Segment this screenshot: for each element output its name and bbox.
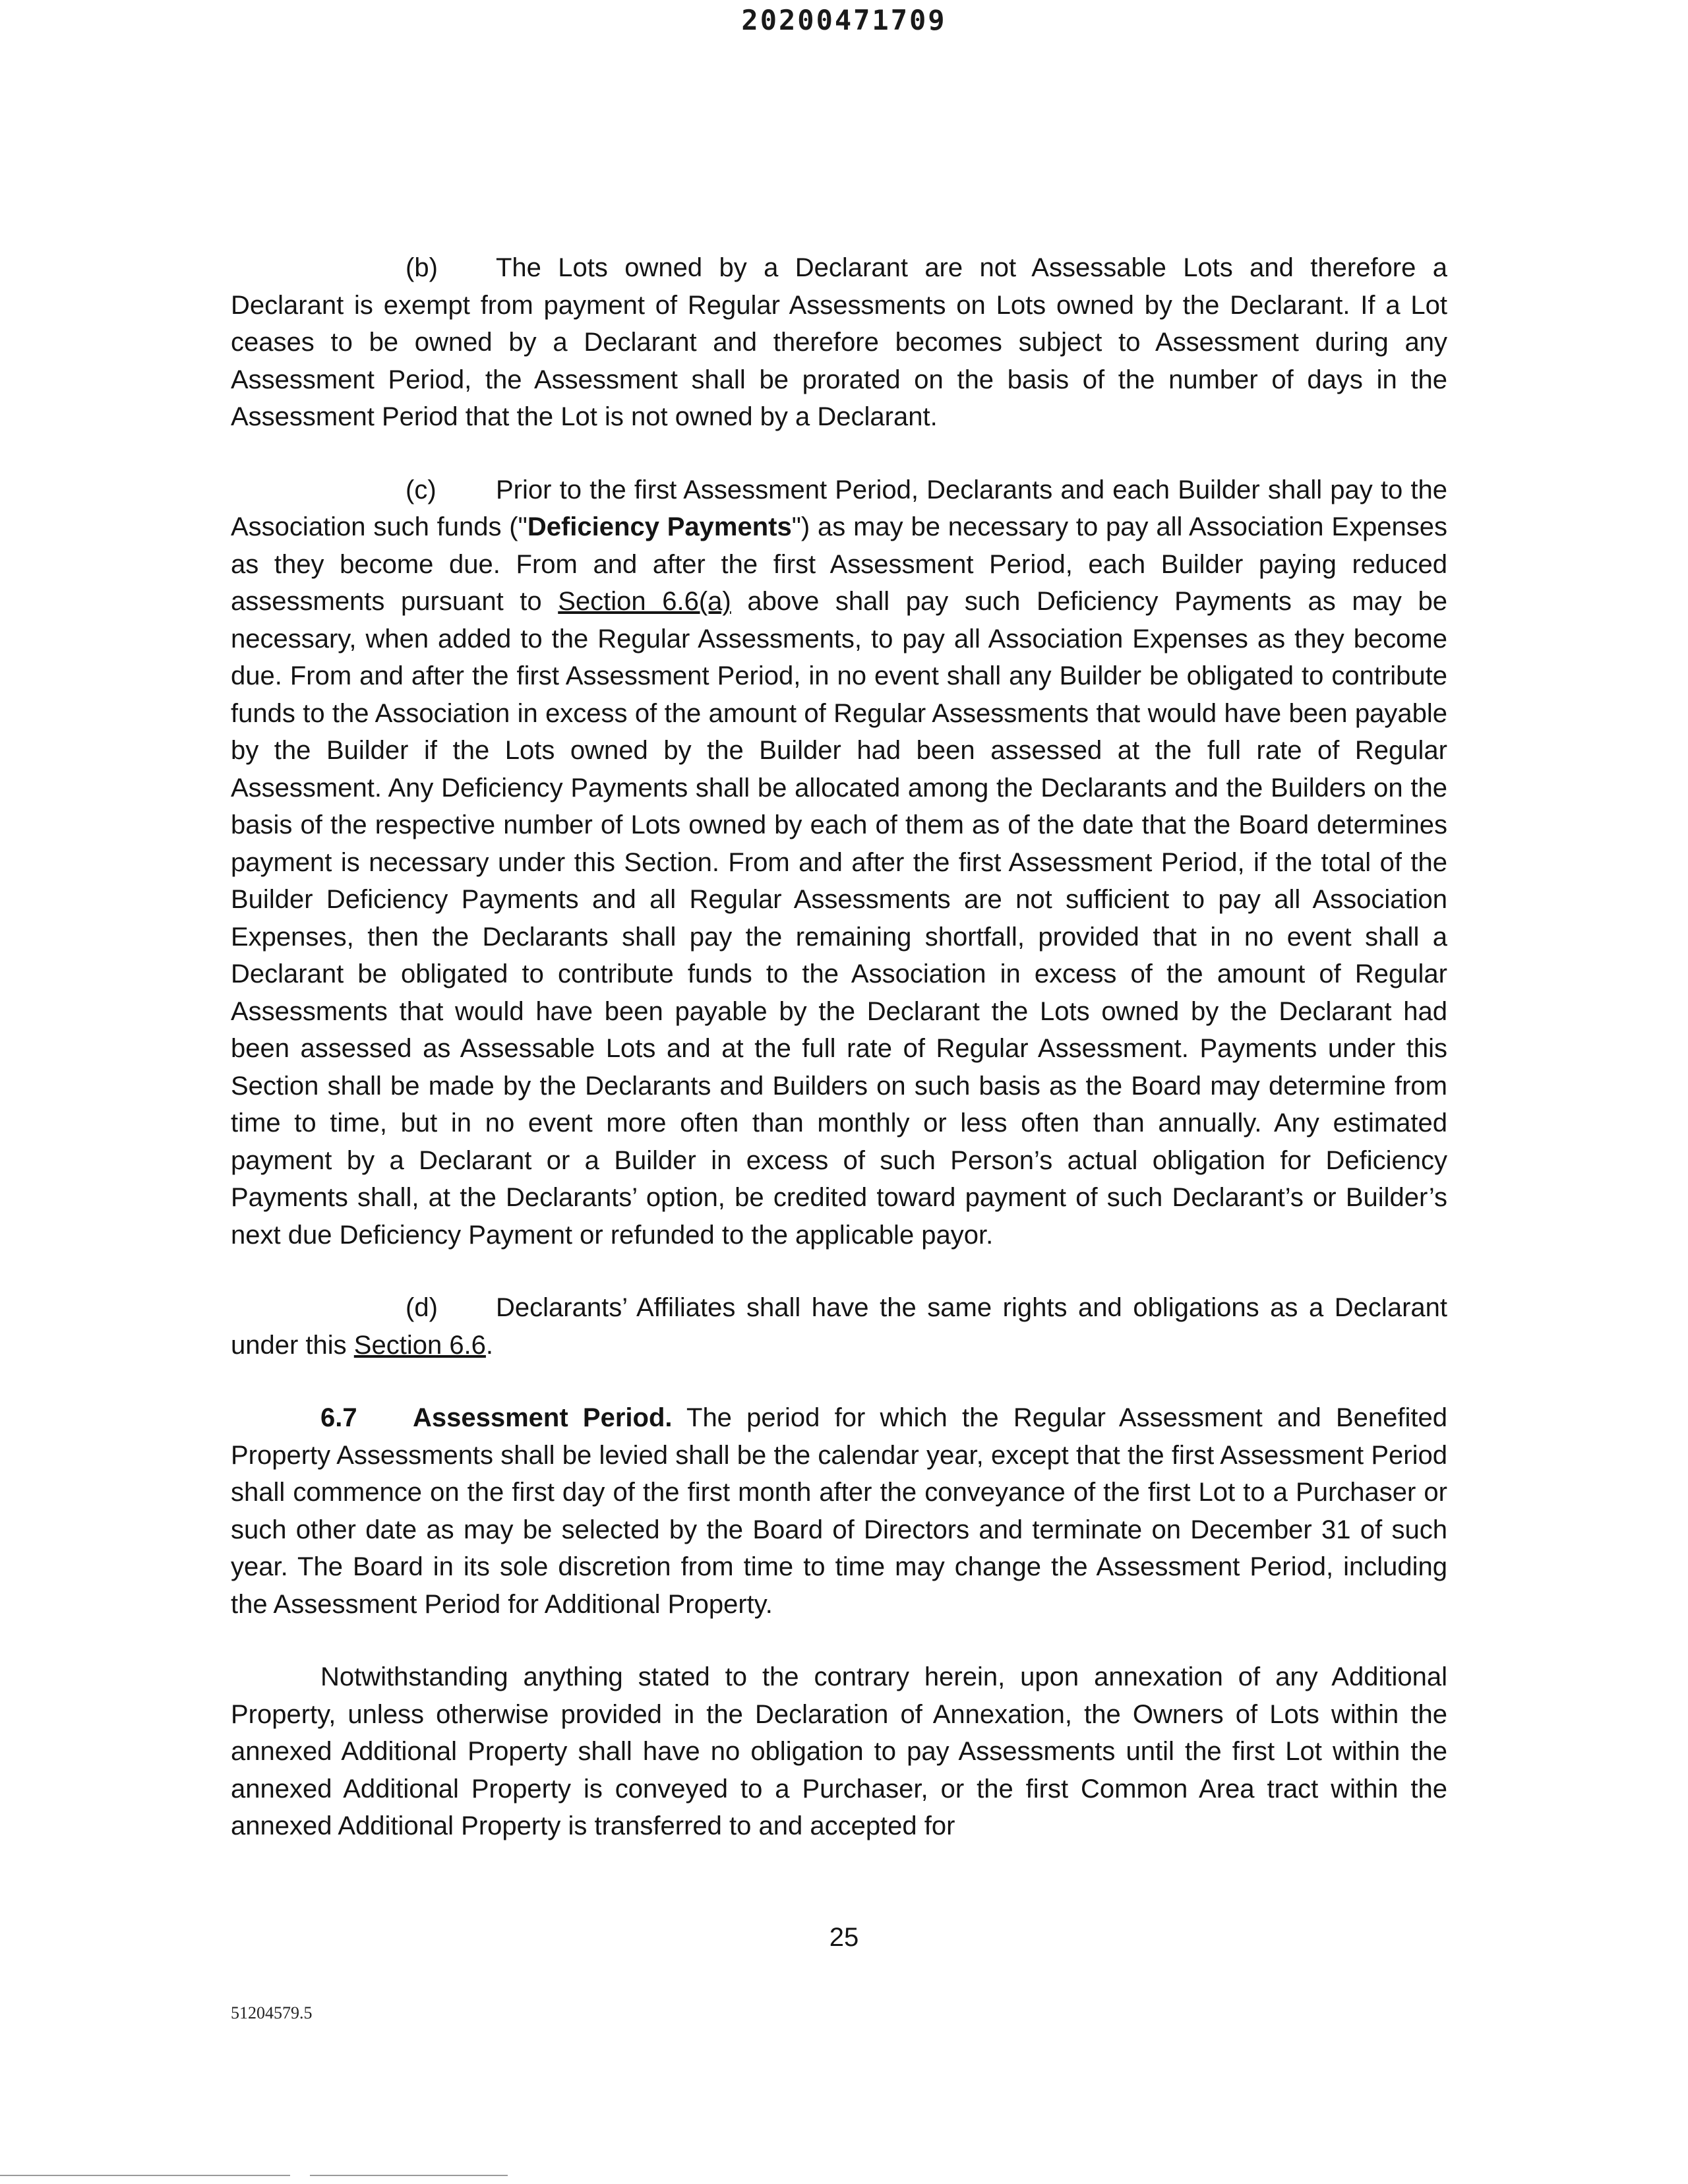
paragraph-d-text-1: Declarants’ Affiliates shall have the same rights and obligations as a Declarant under this [231,1293,1447,1360]
paragraph-c-text-3: above shall pay such Deficiency Payments as may be necessary, when added to the Regular Assessments, to pay all Association Expenses as they become due. From and after the first Assessment Period, in no event shall any Builder be obligated to contribute funds to the Association in excess of the amount of Regular Assessments that would have been payable by the Builder if the Lots owned by the Builder had been assessed at the full rate of Regular Assessment. Any Deficiency Payments shall be allocated among the Declarants and the Builders on the basis of the respective number of Lots owned by each of them as of the date that the Board determines payment is necessary under this Section. From and after the first Assessment Period, if the total of the Builder Deficiency Payments and all Regular Assessments are not sufficient to pay all Association Expenses, then the Declarants shall pay the remaining shortfall, provided that in no event shall a Declarant be obligated to contribute funds to the Association in excess of the amount of Regular Assessments that would have been payable by the Declarant the Lots owned by the Declarant had been assessed as Assessable Lots and at the full rate of Regular Assessment. Payments under this Section shall be made by the Declarants and Builders on such basis as the Board may determine from time to time, but in no event more often than monthly or less often than annually. Any estimated payment by a Declarant or a Builder in excess of such Person’s actual obligation for Deficiency Payments shall, at the Declarants’ option, be credited toward payment of such Declarant’s or Builder’s next due Deficiency Payment or refunded to the applicable payor. [231,587,1448,1250]
paragraph-c-label: (c) [406,475,437,504]
section-6-6-reference: Section 6.6 [353,1330,486,1360]
paragraph-b-label: (b) [406,253,438,282]
paragraph-b-text: The Lots owned by a Declarant are not Assessable Lots and therefore a Declarant is exempt from payment of Regular Assessments on Lots owned by the Declarant. If a Lot ceases to be owned by a Declarant and therefore becomes subject to Assessment during any Assessment Period, the Assessment shall be prorated on the basis of the number of days in the Assessment Period that the Lot is not owned by a Declarant. [231,253,1447,431]
paragraph-d [231,1289,1447,1364]
recording-number: 20200471709 [741,4,947,36]
paragraph-notwithstanding-text: Notwithstanding anything stated to the contrary herein, upon annexation of any Additional Property, unless otherwise provided in the Declaration of Annexation, the Owners of Lots within the annexed Additional Property shall have no obligation to pay Assessments until the first Lot within the annexed Additional Property is conveyed to a Purchaser, or the first Common Area tract within the annexed Additional Property is transferred to and accepted for [231,1662,1447,1840]
paragraph-d-label: (d) [406,1293,438,1322]
section-6-7-text: The period for which the Regular Assessment and Benefited Property Assessments shall be levied shall be the calendar year, except that the first Assessment Period shall commence on the first day of the first month after the conveyance of the first Lot to a Purchaser or such other date as may be selected by the Board of Directors and terminate on December 31 of such year. The Board in its sole discretion from time to time may change the Assessment Period, including the Assessment Period for Additional Property. [231,1403,1447,1619]
deficiency-payments-term: Deficiency Payments [527,512,792,541]
scan-artifact-line-left [0,2175,290,2176]
scan-artifact-line-right [310,2175,508,2176]
paragraph-c-text-1: Prior to the first Assessment Period, Declarants and each Builder shall pay to the Association such funds (" [231,475,1447,541]
paragraph-c-text-2: ") as may be necessary to pay all Association Expenses as they become due. From and after the first Assessment Period, each Builder paying reduced assessments pursuant to [231,512,1447,616]
paragraph-b [231,249,1447,436]
paragraph-c [231,471,1447,1254]
paragraph-notwithstanding [231,1658,1447,1845]
page-number: 25 [829,1923,859,1952]
paragraph-d-text-2: . [485,1330,494,1360]
section-6-7 [231,1399,1447,1623]
section-6-7-title: Assessment Period. [413,1403,673,1432]
document-id: 51204579.5 [231,2003,313,2022]
document-body [231,249,1447,1845]
section-6-6a-reference: Section 6.6(a) [558,587,731,616]
section-6-7-number: 6.7 [320,1403,357,1432]
